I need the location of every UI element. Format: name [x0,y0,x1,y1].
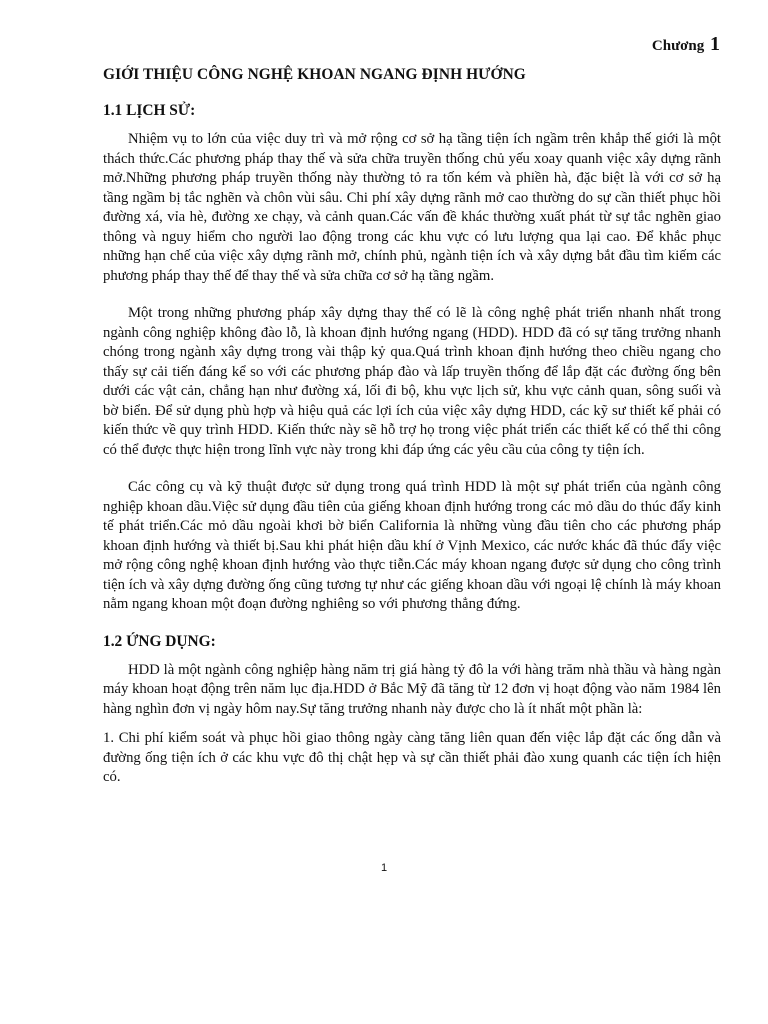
section-heading-applications: 1.2 ỨNG DỤNG: [103,632,216,650]
section-heading-history: 1.1 LỊCH SỬ: [103,102,196,119]
chapter-number: 1 [710,33,720,55]
paragraph: Một trong những phương pháp xây dựng thay thế có lẽ là công nghệ phát triển nhanh nhất trong ngành công nghiệp không đào lỗ, là khoan định hướng ngang (HDD). HDD đã có sự tăng trưởng nhanh chóng trong ngành xây dựng trong vài thập kỷ qua.Quá trình khoan định hướng theo chiều ngang cho thấy sự cải tiến đáng kể so với các phương pháp đào và lấp truyền thống để lắp đặt các đường ống bên dưới các vật cản, chẳng hạn như đường xá, lối đi bộ, khu vực lịch sử, khu vực cảnh quan, sông suối và bờ biển. Để sử dụng phù hợp và hiệu quả các lợi ích của việc xây dựng HDD, các kỹ sư thiết kế phải có kiến thức về quy trình HDD. Kiến thức này sẽ hỗ trợ họ trong việc phát triển các thiết kế có thể thi công có thể được thực hiện trong lĩnh vực này trong khi đáp ứng các yêu cầu của công ty tiện ích. [103,305,721,458]
paragraph: Các công cụ và kỹ thuật được sử dụng trong quá trình HDD là một sự phát triển của ngành công nghiệp khoan dầu.Việc sử dụng đầu tiên của giếng khoan định hướng trong các mỏ dầu do thúc đẩy kinh tế phát triển.Các mỏ dầu ngoài khơi bờ biển California là những vùng đầu tiên cho các phương pháp khoan định hướng và thiết bị.Sau khi phát hiện dầu khí ở Vịnh Mexico, các nước khác đã thúc đẩy việc mở rộng công nghệ khoan định hướng vào thực tiễn.Các máy khoan ngang được sử dụng cho công trình tiện ích và xây dựng đường ống cũng tương tự như các giếng khoan dầu với ngoại lệ chính là máy khoan nằm ngang khoan một đoạn đường nghiêng so với phương thẳng đứng. [103,479,721,612]
document-body [103,66,721,788]
paragraph: HDD là một ngành công nghiệp hàng năm trị giá hàng tỷ đô la với hàng trăm nhà thầu và hàng ngàn máy khoan hoạt động trên năm lục địa.HDD ở Bắc Mỹ đã tăng từ 12 đơn vị hoạt động vào năm 1984 lên hàng nghìn đơn vị ngày hôm nay.Sự tăng trưởng nhanh này được cho là ít nhất một phần là: [103,661,721,717]
paragraph: Nhiệm vụ to lớn của việc duy trì và mở rộng cơ sở hạ tầng tiện ích ngầm trên khắp thế giới là một thách thức.Các phương pháp thay thế và sửa chữa truyền thống chủ yếu xoay quanh việc xây dựng rãnh mở.Những phương pháp truyền thống này thường tỏ ra tốn kém và phiền hà, đặc biệt là với cơ sở hạ tầng ngầm bị tắc nghẽn và chôn vùi sâu. Chi phí xây dựng rãnh mở cao thường do sự cần thiết phục hồi đường xá, vỉa hè, đường xe chạy, và cảnh quan.Các vấn đề khác thường xuất phát từ sự tắc nghẽn giao thông và nguy hiểm cho người lao động trong các khu vực có lưu lượng qua lại cao. Để khắc phục những hạn chế của việc xây dựng rãnh mở, chính phủ, ngành tiện ích và xây dựng bắt đầu tìm kiếm các phương pháp thay thế để thay thế và sửa chữa cơ sở hạ tầng ngầm. [103,131,721,284]
page-number: 1 [380,862,388,874]
list-item: 1. Chi phí kiểm soát và phục hồi giao thông ngày càng tăng liên quan đến việc lắp đặt các ống dẫn và đường ống tiện ích ở các khu vực đô thị chật hẹp và sự cần thiết phải đào xung quanh các tiện ích hiện có. [103,730,721,785]
document-title: GIỚI THIỆU CÔNG NGHỆ KHOAN NGANG ĐỊNH HƯỚNG [103,66,526,83]
chapter-label [652,33,720,56]
chapter-word: Chương [651,38,705,54]
